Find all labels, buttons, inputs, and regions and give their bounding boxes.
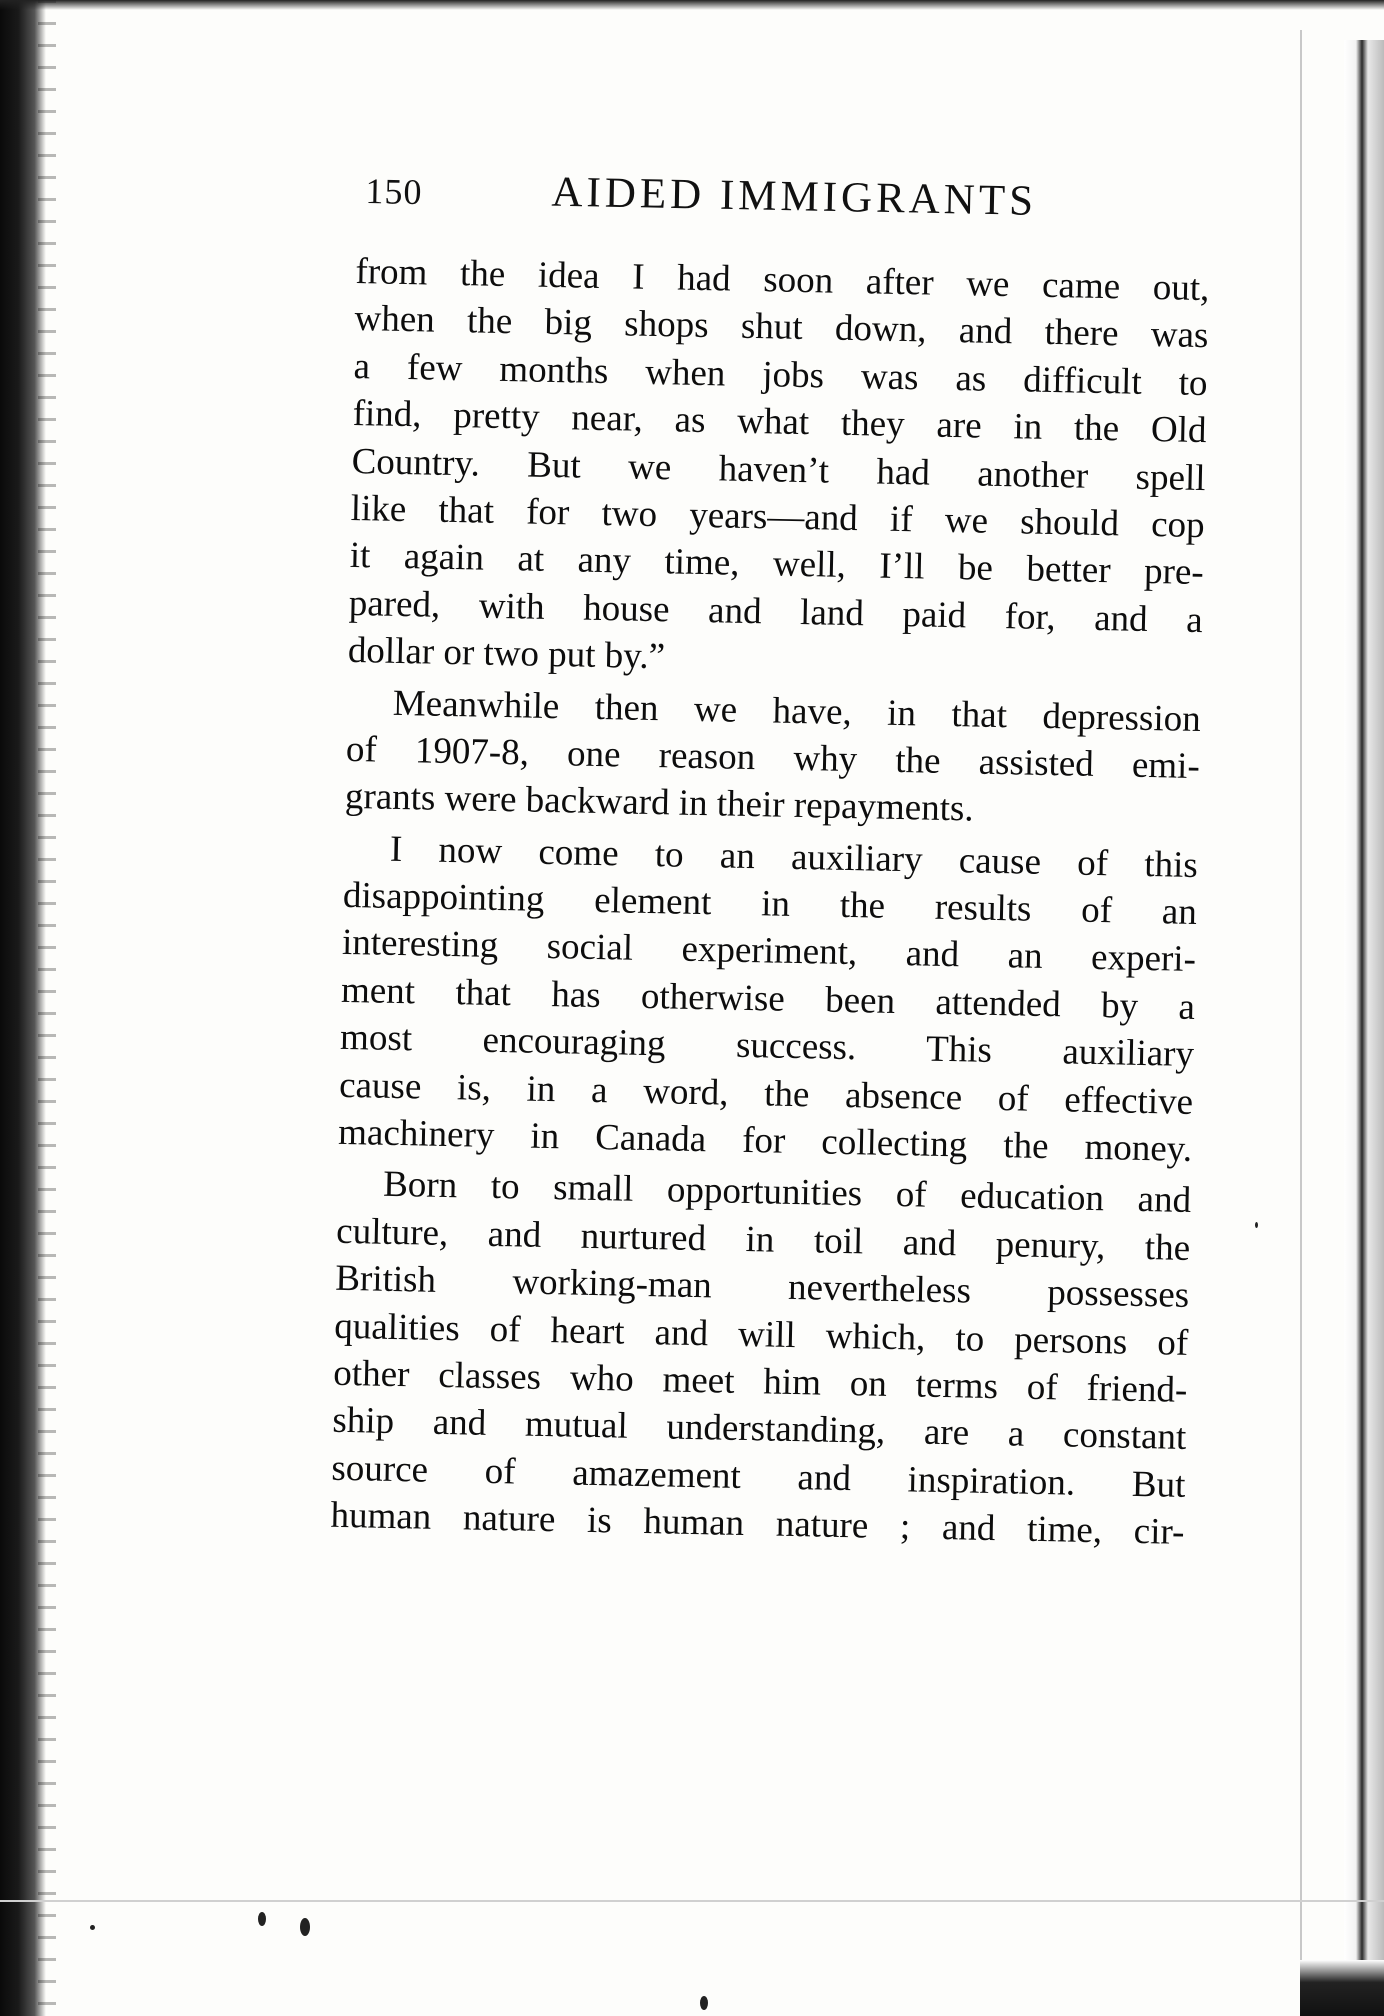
text-line: Born to small opportunities of education and bbox=[382, 1164, 1192, 1222]
running-head bbox=[365, 164, 1046, 237]
adjacent-page-edge bbox=[1344, 40, 1384, 2016]
page-corner-shadow bbox=[1300, 1960, 1384, 2016]
text-line: qualities of heart and will which, to persons of bbox=[333, 1305, 1189, 1364]
text-line: other classes who meet him on terms of friend- bbox=[333, 1352, 1188, 1411]
text-line: like that for two years—and if we should cop bbox=[350, 487, 1206, 547]
scan-speck bbox=[700, 1996, 708, 2010]
scan-speck bbox=[1255, 1222, 1258, 1228]
text-line: Meanwhile then we have, in that depression bbox=[392, 682, 1202, 740]
text-line: disappointing element in the results of an bbox=[342, 874, 1198, 934]
text-line: human nature is human nature ; and time, cir- bbox=[330, 1494, 1185, 1554]
text-line: it again at any time, well, I’ll be better pre- bbox=[349, 535, 1205, 594]
text-line: interesting social experiment, and an experi- bbox=[341, 922, 1197, 981]
page-top-edge bbox=[0, 0, 1384, 10]
text-line: cause is, in a word, the absence of effective bbox=[338, 1064, 1194, 1123]
text-line: British working-man nevertheless possesses bbox=[334, 1257, 1190, 1317]
text-line: dollar or two put by.” bbox=[347, 630, 666, 678]
text-line: Country. But we haven’t had another spell bbox=[351, 440, 1206, 499]
text-line: machinery in Canada for collecting the money. bbox=[337, 1111, 1193, 1170]
scan-speck bbox=[258, 1912, 266, 1926]
text-line: ship and mutual understanding, are a constant bbox=[332, 1400, 1187, 1459]
page-fold-line bbox=[1300, 30, 1302, 1980]
scan-speck bbox=[90, 1925, 95, 1930]
running-title: AIDED IMMIGRANTS bbox=[551, 168, 1038, 225]
page-number: 150 bbox=[365, 170, 423, 213]
text-line: find, pretty near, as what they are in the Old bbox=[352, 393, 1207, 452]
text-line: I now come to an auxiliary cause of this bbox=[389, 828, 1199, 886]
text-line: pared, with house and land paid for, and a bbox=[348, 582, 1204, 641]
binding-texture bbox=[38, 0, 56, 2016]
scan-speck bbox=[300, 1918, 310, 1936]
text-line: grants were backward in their repayments. bbox=[344, 776, 975, 830]
text-line: ment that has otherwise been attended by a bbox=[340, 969, 1196, 1028]
body-text bbox=[330, 248, 1210, 1556]
page-bottom-edge bbox=[0, 1900, 1384, 1902]
text-line: a few months when jobs was as difficult to bbox=[353, 345, 1208, 404]
text-line: most encouraging success. This auxiliary bbox=[339, 1017, 1195, 1076]
text-line: culture, and nurtured in toil and penury, the bbox=[335, 1210, 1191, 1269]
text-line: of 1907-8, one reason why the assisted emi- bbox=[345, 728, 1201, 787]
text-line: when the big shops shut down, and there was bbox=[354, 298, 1209, 357]
text-line: from the idea I had soon after we came out, bbox=[355, 250, 1210, 310]
text-line: source of amazement and inspiration. But bbox=[331, 1447, 1186, 1506]
